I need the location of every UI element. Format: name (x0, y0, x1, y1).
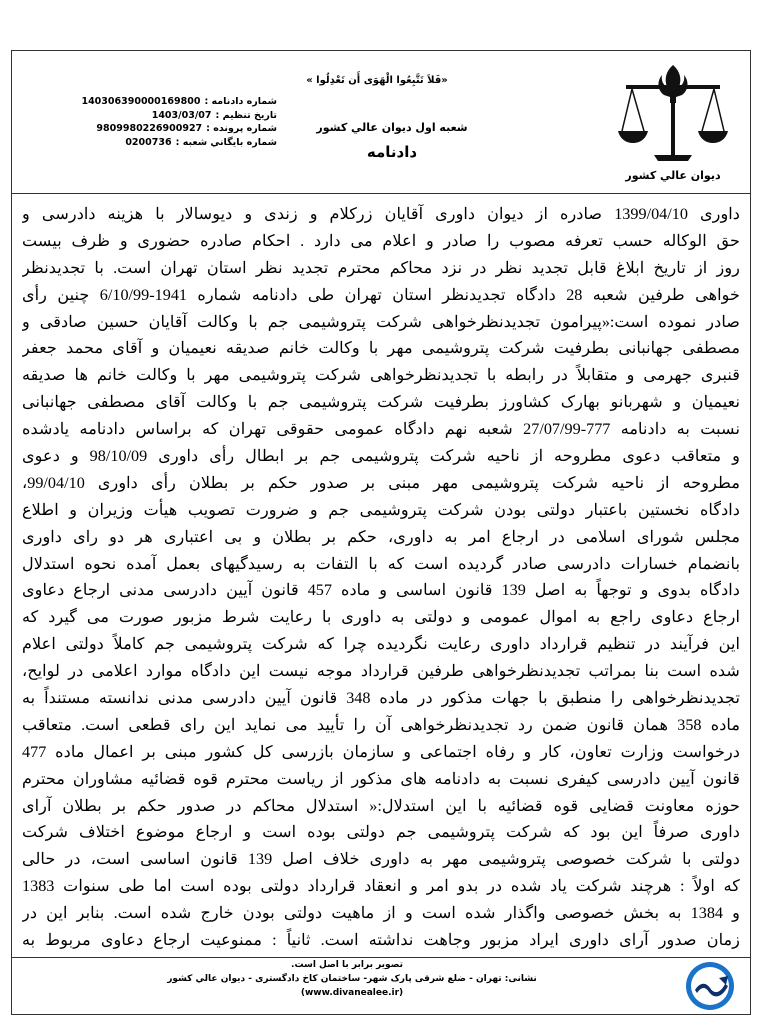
meta-value: 9809980226900927 (96, 123, 203, 134)
meta-value: 1403/03/07 (151, 109, 212, 121)
document-header (12, 51, 750, 194)
meta-label: شماره پرونده : (206, 123, 277, 134)
body-line: زمان صدور آرای داوری ایراد مزبور وجاهت نداشته است. ثانیاً : ممنوعیت ارجاع دعاوی مربوط به (22, 931, 740, 950)
meta-row-issue-date (72, 109, 277, 123)
body-line: داوری 1399/04/10 صادره از دیوان داوری آقایان زرکلام و زندی و دیوسالار با هزینه دادرسی و (22, 205, 740, 223)
body-line: تجدیدنظرخواهی را منطبق با جهات مذکور در ماده 348 قانون آیین دادرسی مدنی ندانسته مستنداً به (22, 689, 740, 708)
body-line: و متعاقب دعوی مطروحه از ناحیه شرکت پتروشیمی جم بر ابطال رأی داوری 98/10/09 و دعوی (22, 447, 740, 466)
body-line: ماده 358 همان قانون ضمن رد تجدیدنظرخواهی آن را تأیید می نماید این رای قطعی است. متعاقب (22, 715, 740, 734)
judgment-body-text (22, 201, 740, 954)
body-line: نعیمیان و شهربانو بهارک کشاورز بطرفیت شرکت پتروشیمی جم با وکالت آقای مصطفی جهانبانی (22, 393, 740, 412)
branch-name: شعبه اول ديوان عالي كشور (316, 121, 468, 134)
meta-row-archive-number (72, 136, 277, 150)
body-line: حق الوکاله حسب تعرفه مصوب را صادر و اعلام می دارد . احکام صادره حضوری و ظرف بیست (22, 231, 740, 250)
body-line: شده است بنا بمراتب تجدیدنظرخواهی طرفین قرارداد موجه نیست این دادگاه موارد اعلامی در لوایح، (22, 662, 740, 681)
meta-label: شماره بايگاني شعبه : (175, 136, 277, 148)
meta-label: تاريخ تنظيم : (215, 109, 277, 121)
body-line: صادر نموده است:«پیرامون تجدیدنظرخواهی شرکت پتروشیمی جم با وکالت آقایان حسین صادقی و (22, 312, 740, 331)
body-line: دادگاه بدوی و توجهاً به اصل 139 قانون اساسی و ماده 457 قانون آیین دادرسی مدنی ارجاع دعاوی (22, 581, 740, 600)
body-line: درخواست وزارت تعاون، کار و رفاه اجتماعی و سازمان بازرسی کل کشور مبنی بر اعمال ماده 477 (22, 742, 740, 761)
court-logo-icon (684, 960, 736, 1012)
body-line: مطروحه از ناحیه شرکت پتروشیمی مهر مبنی بر صدور حکم بر بطلان رأی داوری 99/04/10، (22, 473, 740, 492)
body-line: دولتی با شرکت خصوصی پتروشیمی مهر به داوری خلاف اصل 139 قانون اساسی است، در حالی (22, 850, 740, 869)
iran-emblem-scales-icon (614, 59, 732, 169)
body-line: قانون آیین دادرسی کیفری نسبت به دادنامه های مذکور از ریاست محترم قوه قضائیه مشاوران محترم (22, 769, 740, 788)
meta-value: 140306390000169800 (81, 96, 201, 107)
body-line: این فرآیند در تنظیم قرارداد داوری رعایت نگردیده چرا که شرکت پتروشیمی جم کاملاً دولتی اعلام (22, 635, 740, 654)
body-line: که اولاً : هرچند شرکت یاد شده در بدو امر و انعقاد قرارداد دولتی بوده است اما طی سنوات 1383 (22, 877, 740, 896)
body-line: و 1384 به بخش خصوصی واگذار شده است و از ماهیت دولتی بودن خارج شده است. بنابر این در (22, 904, 740, 923)
meta-row-judgment-number (72, 95, 277, 109)
meta-row-case-number (72, 122, 277, 136)
court-address: نشانی: تهران - ضلع شرقی پارک شهر- ساختمان كاخ دادگستری - ديوان عالي کشور (167, 974, 537, 984)
body-line: داوری صرفاً این بود که شرکت پتروشیمی جم دولتی بوده است و ارجاع موضوع اختلاف شرکت (22, 823, 740, 842)
meta-value: 0200736 (125, 136, 172, 148)
body-line: بانضمام خسارات دادرسی صادر گردیده است که با التفات به رسیدگیهای بعمل آمده نحوه استدلال (22, 554, 740, 573)
certified-copy-note: تصویر برابر با اصل است. (291, 960, 403, 970)
body-line: نسبت به دادنامه 777-27/07/99 شعبه نهم دادگاه عمومی حقوقی تهران که براساس دادنامه یادشده (22, 420, 740, 439)
page-title: دادنامه (366, 143, 418, 161)
body-line: خواهی طرفین شعبه 28 دادگاه تجدیدنظر استان تهران طی دادنامه شماره 1941-6/10/99 چنین رأی (22, 285, 740, 304)
court-name-label: ديوان عالي كشور (625, 169, 721, 182)
case-metadata (72, 95, 277, 149)
body-line: ارجاع دعاوی راجع به اموال عمومی و دولتی به داوری با رعایت شرط مزبور صورت می گیرد که (22, 608, 740, 627)
body-line: قنبری جهرمی و متقابلاً در رابطه با تجدیدنظرخواهی شرکت پتروشیمی مهر با وکالت خانم ها صدیقه (22, 366, 740, 385)
body-line: روز از تاریخ ابلاغ قابل تجدید نظر در نزد محاکم محترم تجدید نظر استان تهران است. با تجدیدنظر (22, 258, 740, 277)
body-line: مصطفی جهانبانی بطرفیت شرکت پتروشیمی مهر با وکالت خانم صدیقه نعیمیان و آقای محمد جعفر (22, 339, 740, 358)
website-link[interactable]: (www.divanealee.ir) (300, 988, 404, 998)
meta-label: شماره دادنامه : (204, 96, 277, 107)
quran-verse: «فَلاَ تَتَّبِعُوا الْهَوَى أَن تَعْدِلُوا » (306, 75, 448, 86)
body-line: مجلس شورای اسلامی در ارجاع امر به داوری، حکم بر بطلان و بی اعتباری هر دو رای داوری (22, 527, 740, 546)
document-frame (11, 50, 751, 1015)
document-footer (12, 957, 750, 1014)
body-line: دادگاه نخستین باعتبار دولتی بودن شرکت پتروشیمی جم و ضرورت تصویب هیأت وزیران و اطلاع (22, 500, 740, 519)
body-line: حوزه معاونت قضایی قوه قضائیه با این استدلال:« استدلال محاکم در صدور حکم بر بطلان آرای (22, 796, 740, 815)
